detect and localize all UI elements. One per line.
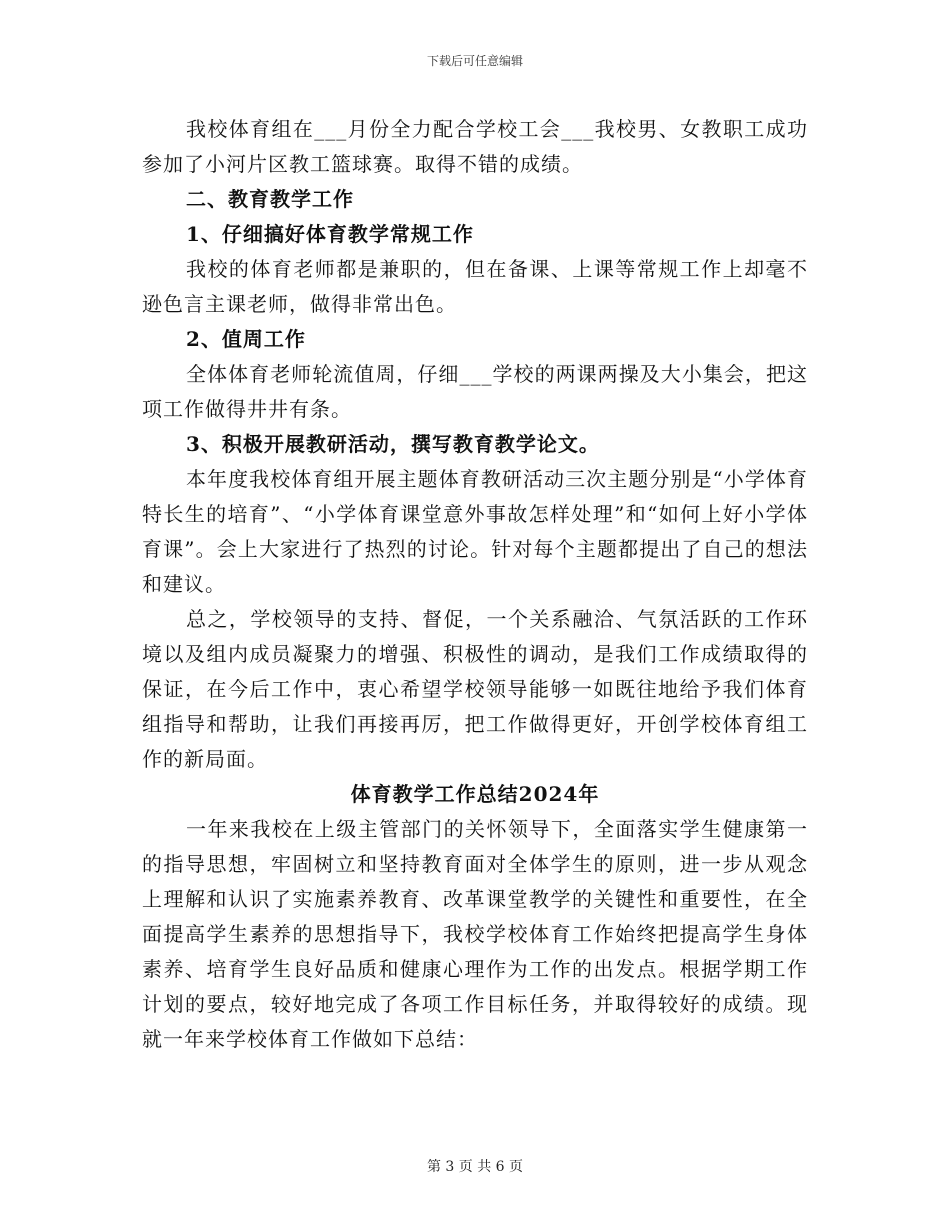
document-title-2024-summary: 体育教学工作总结2024年	[350, 782, 600, 806]
paragraph-part-time-teachers: 我校的体育老师都是兼职的，但在备课、上课等常规工作上却毫不逊色言主课老师，做得非常出色。	[142, 257, 808, 316]
subheading-teaching-research: 3、积极开展教研活动，撰写教育教学论文。	[186, 432, 600, 456]
paragraph-annual-overview: 一年来我校在上级主管部门的关怀领导下，全面落实学生健康第一的指导思想，牢固树立和坚持教育面对全体学生的原则，进一步从观念上理解和认识了实施素养教育、改革课堂教学的关键性和重要性，在全面提高学生素养的思想指导下，我校学校体育工作始终把提高学生身体素养、培育学生良好品质和健康心理作为工作的出发点。根据学期工作计划的要点，较好地完成了各项工作目标任务，并取得较好的成绩。现就一年来学校体育工作做如下总结：	[142, 817, 808, 1051]
page-footer: 第 3 页 共 6 页	[426, 1159, 524, 1175]
paragraph-sports-group-basketball: 我校体育组在___月份全力配合学校工会___我校男、女教职工成功参加了小河片区教工篮球赛。取得不错的成绩。	[142, 117, 808, 176]
subheading-weekly-duty: 2、值周工作	[186, 327, 306, 351]
paragraph-research-activities: 本年度我校体育组开展主题体育教研活动三次主题分别是“小学体育特长生的培育”、“小学体育课堂意外事故怎样处理”和“如何上好小学体育课”。会上大家进行了热烈的讨论。针对每个主题都提出了自己的想法和建议。	[142, 467, 808, 596]
section-heading-teaching-work: 二、教育教学工作	[186, 187, 354, 211]
page-header: 下载后可任意编辑	[426, 54, 523, 68]
document-body	[142, 112, 808, 1057]
paragraph-conclusion: 总之，学校领导的支持、督促，一个关系融洽、气氛活跃的工作环境以及组内成员凝聚力的增强、积极性的调动，是我们工作成绩取得的保证，在今后工作中，衷心希望学校领导能够一如既往地给予我们体育组指导和帮助，让我们再接再厉，把工作做得更好，开创学校体育组工作的新局面。	[142, 607, 808, 771]
subheading-teaching-routine: 1、仔细搞好体育教学常规工作	[186, 222, 474, 246]
paragraph-weekly-duty: 全体体育老师轮流值周，仔细___学校的两课两操及大小集会，把这项工作做得井井有条。	[142, 362, 808, 421]
